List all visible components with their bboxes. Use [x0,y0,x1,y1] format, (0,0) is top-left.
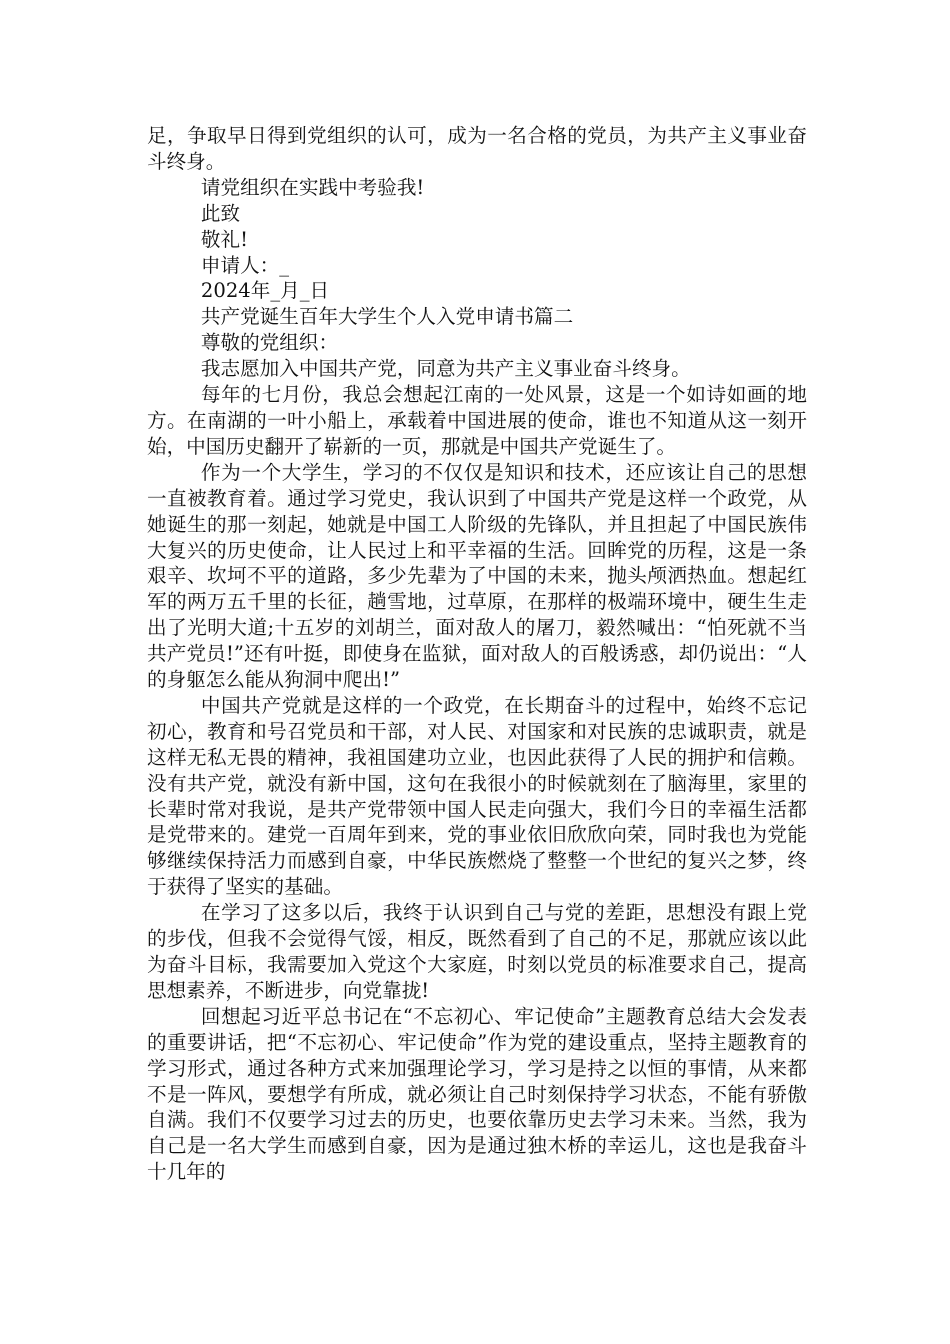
paragraph-applicant: 申请人：_ [200,253,290,277]
paragraph-party: 中国共产党就是这样的一个政党，在长期奋斗的过程中，始终不忘记初心，教育和号召党员和干部，对人民、对国家和对民族的忠诚职责，就是这样无私无畏的精神，我祖国建功立业，也因此获得了人民的拥护和信赖。没有共产党，就没有新中国，这句在我很小的时候就刻在了脑海里，家里的长辈时常对我说，是共产党带领中国人民走向强大，我们今日的幸福生活都是党带来的。建党一百周年到来，党的事业依旧欣欣向荣，同时我也为党能够继续保持活力而感到自豪，中华民族燃烧了整整一个世纪的复兴之梦，终于获得了坚实的基础。 [147,693,807,899]
paragraph-salutation-zhizhi: 此致 [200,201,241,225]
paragraph-continuation: 足，争取早日得到党组织的认可，成为一名合格的党员，为共产主义事业奋斗终身。 [147,124,807,173]
paragraph-gap: 在学习了这多以后，我终于认识到自己与党的差距，思想没有跟上党的步伐，但我不会觉得气馁，相反，既然看到了自己的不足，那就应该以此为奋斗目标，我需要加入党这个大家庭，时刻以党员的标准要求自己，提高思想素养，不断进步，向党靠拢! [147,901,807,1002]
document-body [147,123,807,1185]
paragraph-salutation-jingli: 敬礼! [200,227,248,251]
paragraph-intent: 我志愿加入中国共产党，同意为共产主义事业奋斗终身。 [200,357,691,381]
paragraph-greeting: 尊敬的党组织： [200,331,339,355]
paragraph-student: 作为一个大学生，学习的不仅仅是知识和技术，还应该让自己的思想一直被教育着。通过学习党史，我认识到了中国共产党是这样一个政党，从她诞生的那一刻起，她就是中国工人阶级的先锋队，并且担起了中国民族伟大复兴的历史使命，让人民过上和平幸福的生活。回眸党的历程，这是一条艰辛、坎坷不平的道路，多少先辈为了中国的未来，抛头颅洒热血。想起红军的两万五千里的长征，趟雪地，过草原，在那样的极端环境中，硬生生走出了光明大道;十五岁的刘胡兰，面对敌人的屠刀，毅然喊出：“怕死就不当共产党员!”还有叶挺，即使身在监狱，面对敌人的百般诱惑，却仍说出：“人的身躯怎么能从狗洞中爬出!” [147,460,807,692]
paragraph-july: 每年的七月份，我总会想起江南的一处风景，这是一个如诗如画的地方。在南湖的一叶小船上，承载着中国进展的使命，谁也不知道从这一刻开始，中国历史翻开了崭新的一页，那就是中国共产党诞生了。 [147,383,807,458]
paragraph-recall: 回想起习近平总书记在“不忘初心、牢记使命”主题教育总结大会发表的重要讲话，把“不忘初心、牢记使命”作为党的建设重点，坚持主题教育的学习形式，通过各种方式来加强理论学习，学习是持之以恒的事情，从来都不是一阵风，要想学有所成，就必须让自己时刻保持学习状态，不能有骄傲自满。我们不仅要学习过去的历史，也要依靠历史去学习未来。当然，我为自己是一名大学生而感到自豪，因为是通过独木桥的幸运儿，这也是我奋斗十几年的 [147,1004,807,1184]
paragraph-date: 2024年_月_日 [200,279,330,303]
paragraph-request-test: 请党组织在实践中考验我! [200,175,425,199]
section-title: 共产党诞生百年大学生个人入党申请书篇二 [200,305,574,329]
